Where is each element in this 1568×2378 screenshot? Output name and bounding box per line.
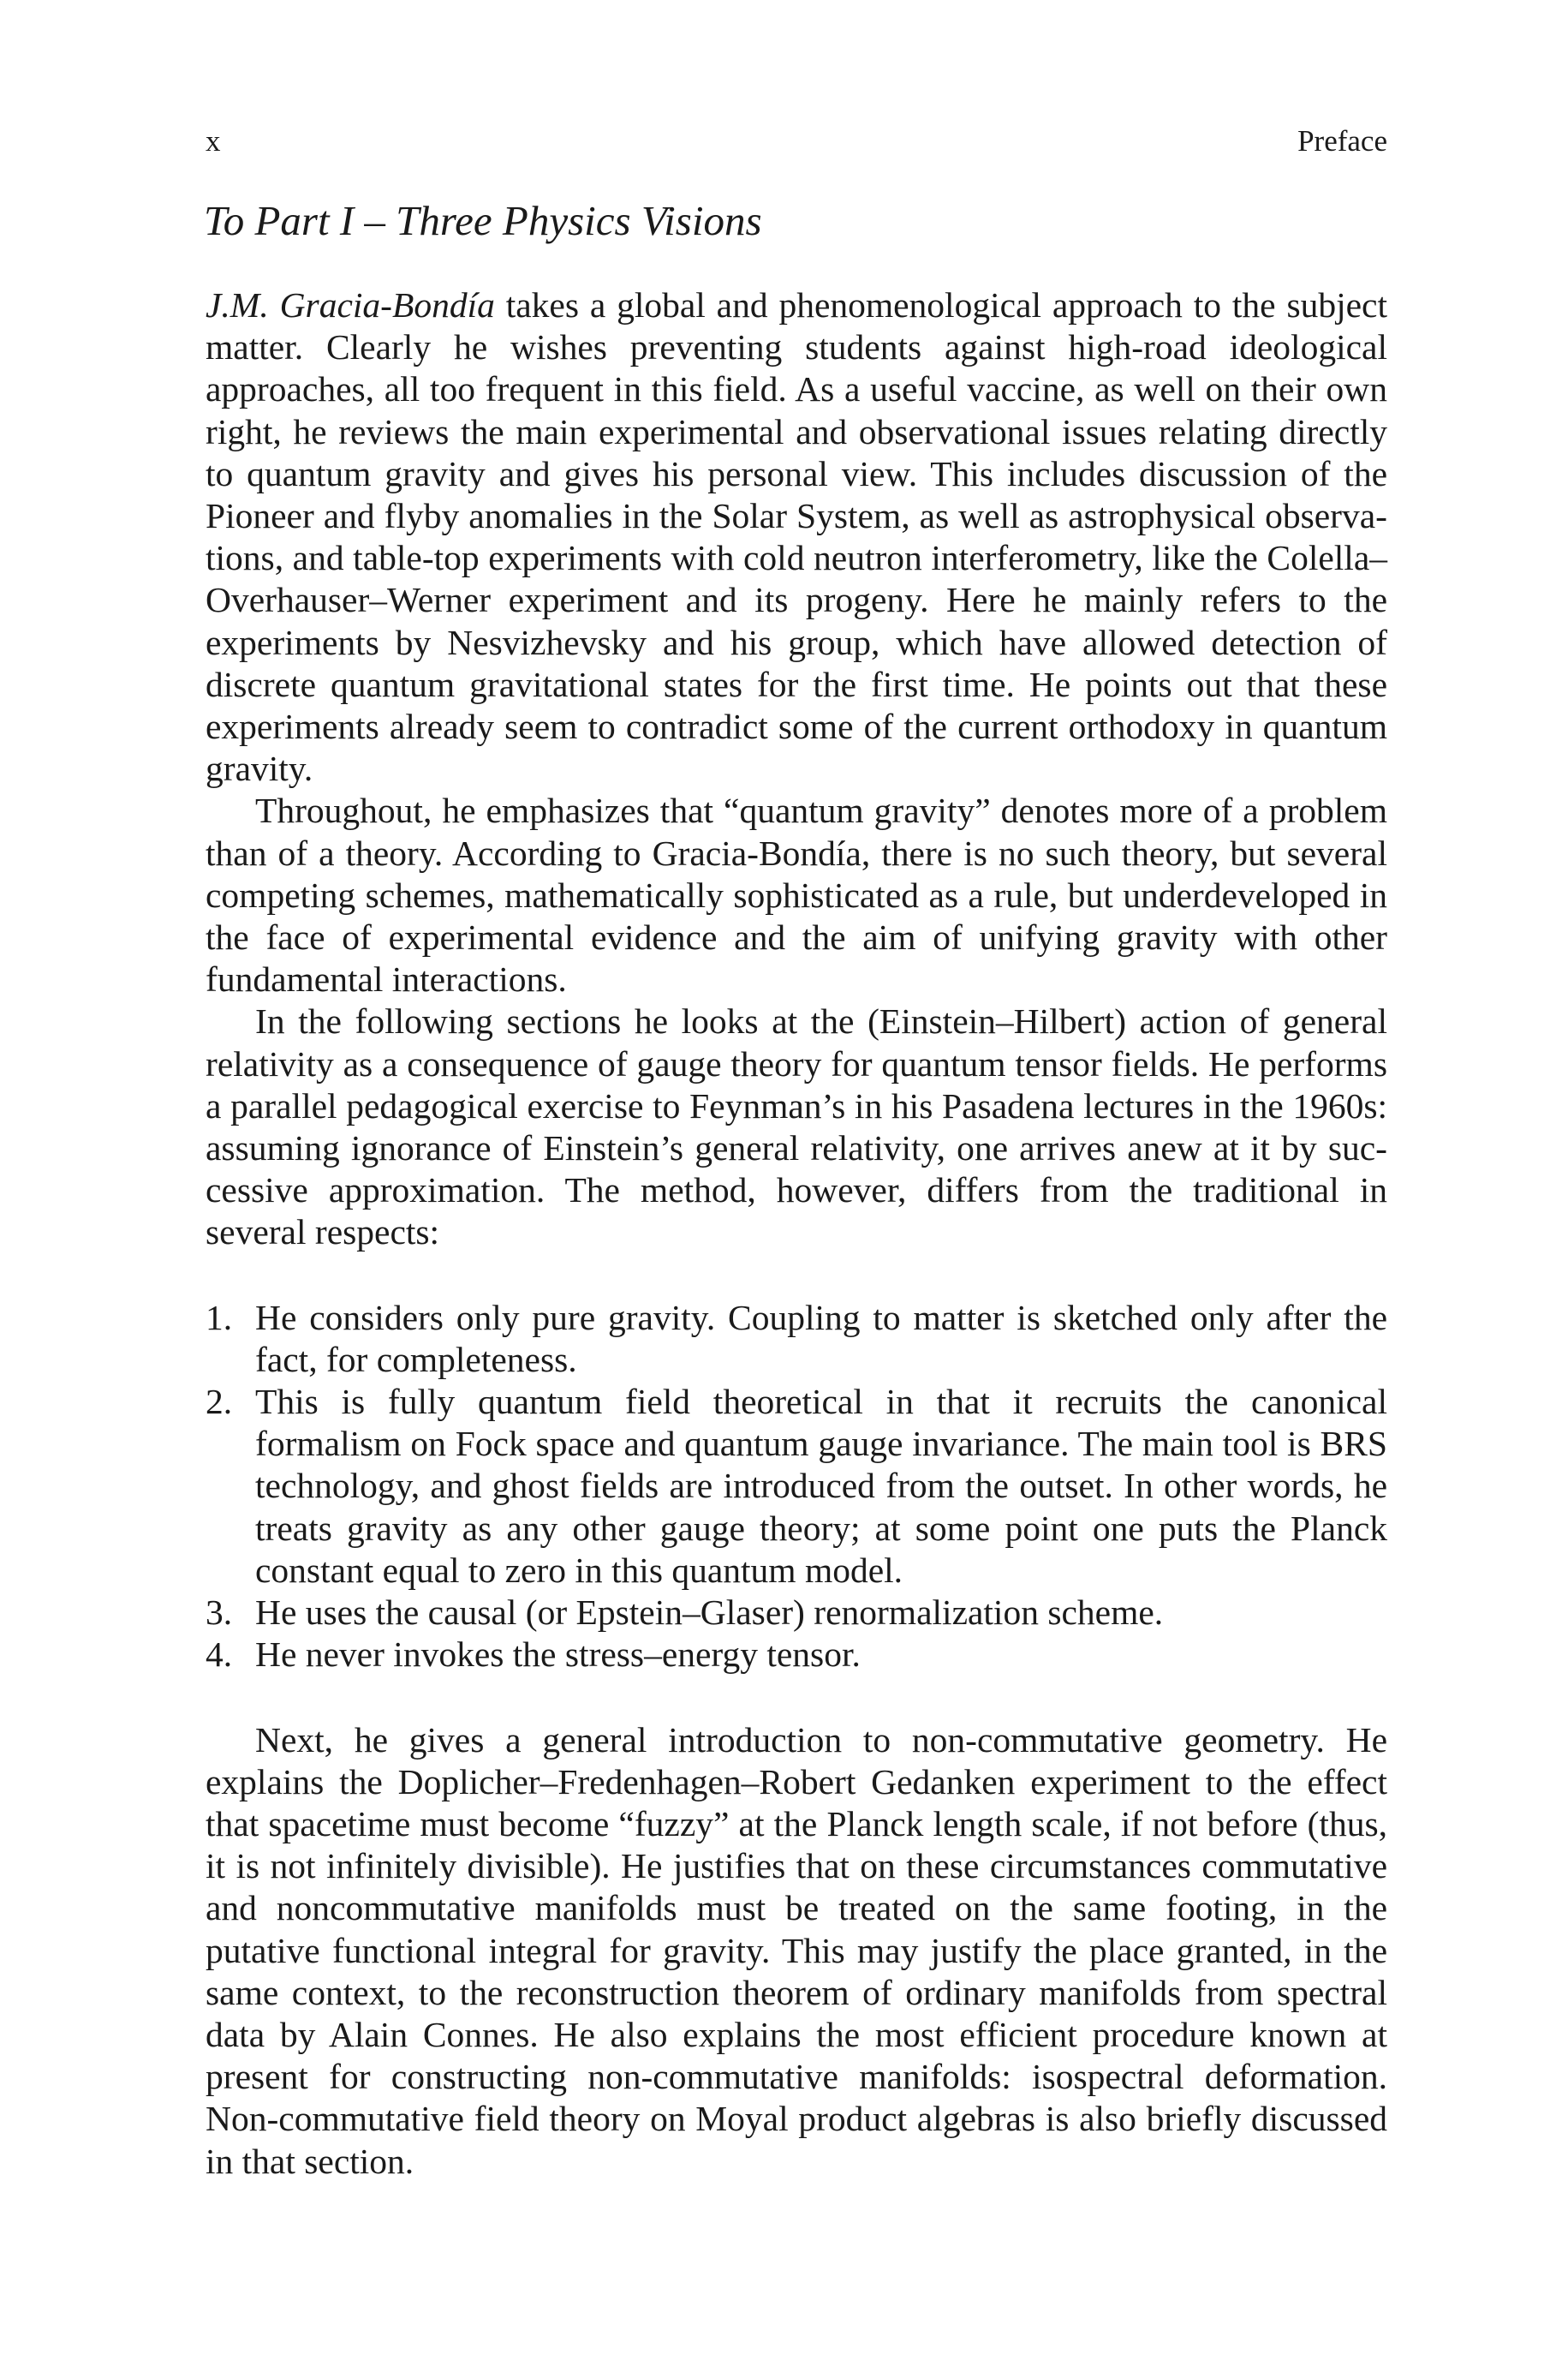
running-title: Preface: [1297, 124, 1387, 158]
paragraph-quantum-gravity-problem: Throughout, he emphasizes that “quantum gravity” denotes more of a problem than of a theory. According to Gracia-Bondía, there is no such theory, but several competing schemes, mathematically sophisticated as a rule, but underdeveloped in the face of experimental evidence and the aim of unifying gravity with other fundamental interactions.: [206, 791, 1387, 1000]
list-item: [206, 1381, 1387, 1592]
list-text: He uses the causal (or Epstein–Glaser) renormalization scheme.: [255, 1592, 1164, 1633]
list-number: 3.: [206, 1592, 233, 1633]
running-head: [206, 120, 1387, 163]
author-name: J.M. Gracia-Bondía: [206, 285, 495, 325]
list-text: He considers only pure gravity. Coupling to matter is sketched only after the fact, for completeness.: [255, 1297, 1387, 1379]
section-title: To Part I – Three Physics Visions: [204, 197, 762, 244]
list-text: This is fully quantum field theoretical in that it recruits the canonical formalism on Fock space and quantum gauge invariance. The main tool is BRS technology, and ghost fields are introduced from the outset. In other words, he treats gravity as any other gauge theory; at some point one puts the Planck constant equal to zero in this quantum model.: [255, 1382, 1387, 1590]
page-number: x: [206, 124, 221, 158]
list-text: He never invokes the stress–energy tensor.: [255, 1634, 861, 1675]
body-text: [206, 284, 1387, 2183]
list-item: [206, 1634, 1387, 1676]
list-item: [206, 1297, 1387, 1381]
intro-text: takes a global and phenomenological approach to the subject matter. Clearly he wishes preventing students against high-road ideological approaches, all too frequent in this field. As a useful vaccine, as well on their own right, he reviews the main experimental and observational issues relating directly to quantum gravity and gives his personal view. This includes discussion of the Pioneer and flyby anomalies in the Solar System, as well as astrophysical observations, and table-top experiments with cold neutron interferometry, like the Colella–Overhauser–Werner experiment and its progeny. Here he mainly refers to the experiments by Nesvizhevsky and his group, which have allowed detection of discrete quantum gravitational states for the first time. He points out that these experiments already seem to contradict some of the current orthodoxy in quantum gravity.: [206, 285, 1387, 789]
list-item: [206, 1592, 1387, 1634]
paragraph-non-commutative-geometry: Next, he gives a general introduction to non-commutative geometry. He explains the Doplicher–Fredenhagen–Robert Gedanken experiment to the effect that spacetime must become “fuzzy” at the Planck length scale, if not before (thus, it is not infinitely divisible). He justifies that on these circumstances commutative and noncommutative manifolds must be treated on the same footing, in the putative functional integral for gravity. This may justify the place granted, in the same context, to the reconstruction theorem of ordinary manifolds from spectral data by Alain Connes. He also explains the most efficient procedure known at present for constructing non-commutative manifolds: isospectral deformation. Non-commutative field theory on Moyal product algebras is also briefly discussed in that section.: [206, 1719, 1387, 2181]
respects-list: [206, 1297, 1387, 1676]
paragraph-einstein-hilbert: In the following sections he looks at the (Einstein–Hilbert) action of general relativity as a consequence of gauge theory for quantum tensor fields. He performs a parallel pedagogical exercise to Feynman’s in his Pasadena lectures in the 1960s: assuming ignorance of Einstein’s general relativity, one arrives anew at it by successive approximation. The method, however, differs from the traditional in several respects:: [206, 1001, 1387, 1252]
list-number: 2.: [206, 1382, 233, 1422]
intro-paragraph: [206, 284, 1387, 790]
list-number: 1.: [206, 1297, 233, 1337]
list-number: 4.: [206, 1634, 233, 1675]
